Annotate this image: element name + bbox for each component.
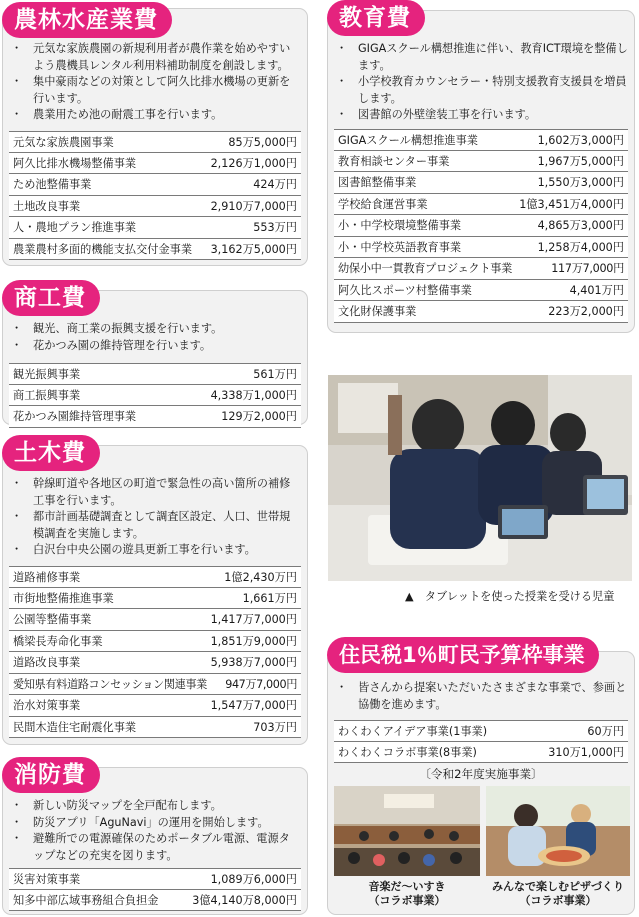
commerce-table (9, 363, 301, 428)
table-row: 文化財保護事業 223万2,000円 (334, 301, 628, 323)
residents-panel (327, 651, 635, 915)
table-row: 観光振興事業 561万円 (9, 363, 301, 385)
pizza-photo-caption: みんなで楽しむピザづくり （コラボ事業） (492, 880, 624, 907)
education-panel (327, 10, 635, 333)
classroom-photo (328, 375, 632, 581)
table-row: 災害対策事業 1,089万6,000円 (9, 868, 301, 890)
table-row: 幼保小中一貫教育プロジェクト事業 117万7,000円 (334, 258, 628, 280)
agriculture-title: 農林水産業費 (2, 2, 172, 38)
fire-title: 消防費 (2, 757, 100, 793)
fire-table (9, 868, 301, 911)
table-row: 道路補修事業 1億2,430万円 (9, 566, 301, 588)
commerce-section (0, 280, 310, 425)
table-row: 小・中学校環境整備事業 4,865万3,000円 (334, 215, 628, 237)
table-row: 小・中学校英語教育事業 1,258万4,000円 (334, 237, 628, 259)
table-row: 教育相談センター事業 1,967万5,000円 (334, 151, 628, 173)
bullet-item: ・ 元気な家族農園の新規利用者が農作業を始めやすいよう農機具レンタル利用料補助制度を創設します。 (11, 42, 291, 72)
classroom-photo-illustration (328, 375, 632, 581)
bullet-item: ・ 観光、商工業の振興支援を行います。 (11, 322, 223, 335)
table-row: 知多中部広域事務組合負担金 3億4,140万8,000円 (9, 890, 301, 912)
agriculture-panel (2, 8, 308, 266)
agriculture-section (0, 0, 310, 270)
classroom-photo-caption: ▲ タブレットを使った授業を受ける児童 (405, 590, 615, 603)
residents-title: 住民税1％町民予算枠事業 (327, 637, 599, 673)
bullet-item: ・ 白沢台中央公園の遊具更新工事を行います。 (11, 543, 256, 557)
bullet-item: ・ 都市計画基礎調査として調査区設定、人口、世帯規模調査を実施します。 (11, 510, 291, 540)
table-row: 土地改良事業 2,910万7,000円 (9, 196, 301, 218)
table-row: 商工振興事業 4,338万1,000円 (9, 385, 301, 407)
music-photo (334, 786, 480, 876)
residents-subheading: 〔令和2年度実施事業〕 (419, 767, 543, 781)
bullet-item: ・ 皆さんから提案いただいたさまざまな事業で、参画と協働を進めます。 (336, 681, 627, 711)
residents-section (325, 637, 637, 917)
residents-table (334, 720, 628, 763)
table-row: わくわくコラボ事業(8事業) 310万1,000円 (334, 742, 628, 764)
table-row: 橋梁長寿命化事業 1,851万9,000円 (9, 631, 301, 653)
table-row: 阿久比排水機場整備事業 2,126万1,000円 (9, 153, 301, 175)
bullet-item: ・ 小学校教育カウンセラー・特別支援教育支援員を増員します。 (336, 75, 627, 105)
bullet-item: ・ 花かつみ園の維持管理を行います。 (11, 338, 212, 352)
agriculture-bullets (3, 41, 307, 124)
civil-section (0, 435, 310, 747)
commerce-bullets (3, 321, 307, 354)
commerce-title: 商工費 (2, 280, 100, 316)
table-row: ため池整備事業 424万円 (9, 174, 301, 196)
education-section (325, 0, 637, 335)
table-row: 道路改良事業 5,938万7,000円 (9, 652, 301, 674)
fire-bullets (3, 798, 307, 864)
pizza-photo (486, 786, 630, 876)
table-row: 治水対策事業 1,547万7,000円 (9, 695, 301, 717)
civil-title: 土木費 (2, 435, 100, 471)
residents-bullets (328, 680, 634, 713)
table-row: GIGAスクール構想推進事業 1,602万3,000円 (334, 129, 628, 151)
bullet-item: ・ 防災アプリ「AguNavi」の運用を開始します。 (11, 815, 269, 829)
civil-bullets (3, 476, 307, 559)
music-photo-illustration (334, 786, 480, 876)
civil-table (9, 566, 301, 738)
bullet-item: ・ 図書館の外壁塗装工事を行います。 (336, 108, 537, 122)
bullet-item: ・ 集中豪雨などの対策として阿久比排水機場の更新を行います。 (11, 75, 291, 105)
bullet-item: ・ 幹線町道や各地区の町道で緊急性の高い箇所の補修工事を行います。 (11, 477, 291, 507)
table-row: 市街地整備推進事業 1,661万円 (9, 588, 301, 610)
table-row: 民間木造住宅耐震化事業 703万円 (9, 717, 301, 739)
table-row: 学校給食運営事業 1億3,451万4,000円 (334, 194, 628, 216)
table-row: 人・農地プラン推進事業 553万円 (9, 217, 301, 239)
education-table (334, 129, 628, 323)
bullet-item: ・ 避難所での電源確保のためポータブル電源、電源タップなどの充実を図ります。 (11, 832, 290, 862)
table-row: 図書館整備事業 1,550万3,000円 (334, 172, 628, 194)
table-row: 公園等整備事業 1,417万7,000円 (9, 609, 301, 631)
table-row: 愛知県有料道路コンセッション関連事業 947万7,000円 (9, 674, 301, 696)
table-row: 花かつみ園維持管理事業 129万2,000円 (9, 406, 301, 428)
table-row: 元気な家族農園事業 85万5,000円 (9, 131, 301, 153)
pizza-photo-illustration (486, 786, 630, 876)
bullet-item: ・ 新しい防災マップを全戸配布します。 (11, 799, 222, 812)
civil-panel (2, 445, 308, 745)
fire-section (0, 757, 310, 915)
bullet-item: ・ 農業用ため池の耐震工事を行います。 (11, 108, 223, 122)
music-photo-caption: 音楽だ～いすき （コラボ事業） (368, 880, 446, 907)
table-row: 阿久比スポーツ村整備事業 4,401万円 (334, 280, 628, 302)
agriculture-table (9, 131, 301, 260)
bullet-item: ・ GIGAスクール構想推進に伴い、教育ICT環境を整備します。 (336, 42, 628, 72)
education-title: 教育費 (327, 0, 425, 36)
education-bullets (328, 41, 634, 124)
table-row: わくわくアイデア事業(1事業) 60万円 (334, 720, 628, 742)
table-row: 農業農村多面的機能支払交付金事業 3,162万5,000円 (9, 239, 301, 261)
